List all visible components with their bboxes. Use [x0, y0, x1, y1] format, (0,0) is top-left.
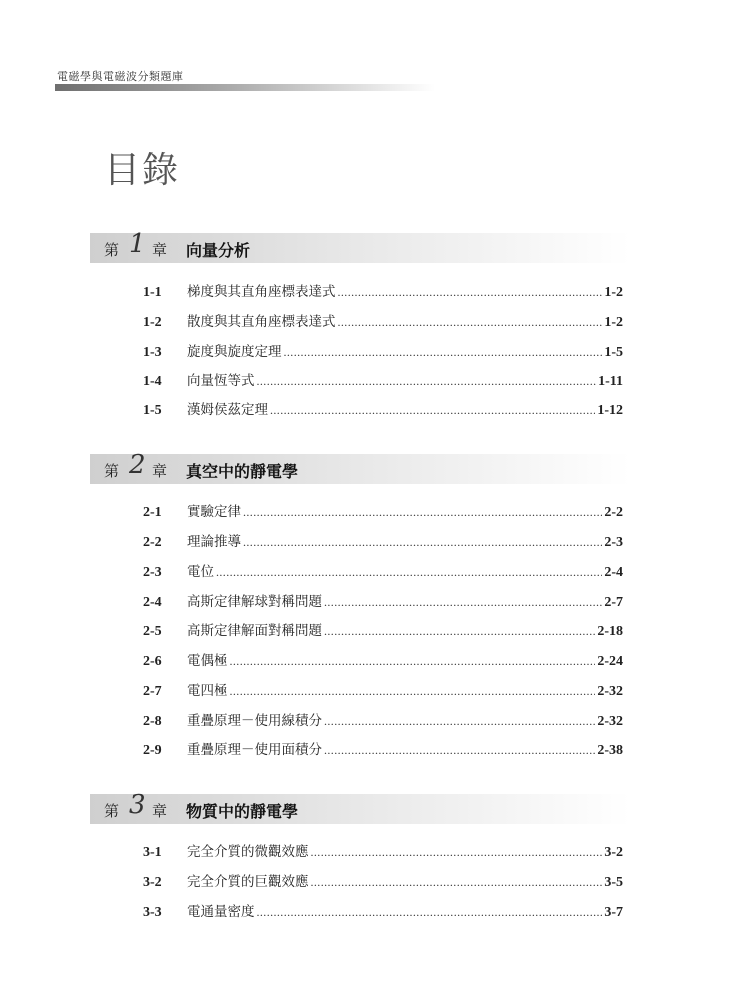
section-title: 電四極: [187, 683, 228, 699]
section-title: 向量恆等式: [187, 373, 255, 389]
dot-leader: [338, 285, 603, 300]
section-number: 3-1: [143, 845, 162, 860]
section-title: 漢姆侯茲定理: [187, 402, 268, 418]
section-page: 3-5: [604, 875, 623, 890]
page-title: 目錄: [104, 150, 181, 191]
section-page: 2-2: [604, 505, 623, 520]
dot-leader: [311, 845, 603, 860]
section-title: 電通量密度: [187, 904, 255, 920]
dot-leader: [257, 905, 603, 920]
section-page: 2-18: [597, 624, 623, 639]
section-number: 1-2: [143, 315, 162, 330]
toc-entry[interactable]: [143, 619, 623, 641]
toc-entry[interactable]: [143, 709, 623, 731]
chapter-band: [90, 233, 630, 263]
section-title: 重疊原理－使用線積分: [187, 713, 322, 729]
dot-leader: [324, 714, 595, 729]
section-number: 2-2: [143, 535, 162, 550]
section-title: 散度與其直角座標表達式: [187, 314, 336, 330]
section-page: 2-38: [597, 743, 623, 758]
toc-entry[interactable]: [143, 560, 623, 582]
dot-leader: [230, 684, 596, 699]
section-page: 1-2: [604, 315, 623, 330]
chapter-number: 2: [129, 450, 146, 480]
section-page: 1-11: [598, 374, 623, 389]
chapter-band: [90, 454, 630, 484]
dot-leader: [324, 595, 602, 610]
section-number: 3-2: [143, 875, 162, 890]
chapter-suffix: 章: [152, 462, 168, 480]
chapter-suffix: 章: [152, 241, 168, 259]
toc-entry[interactable]: [143, 280, 623, 302]
toc-entry[interactable]: [143, 840, 623, 862]
dot-leader: [284, 345, 603, 360]
section-title: 電偶極: [187, 653, 228, 669]
toc-entry[interactable]: [143, 590, 623, 612]
toc-entry[interactable]: [143, 870, 623, 892]
chapter-number: 3: [129, 790, 146, 820]
chapter-title: 物質中的靜電學: [186, 802, 299, 821]
dot-leader: [324, 624, 595, 639]
section-number: 1-3: [143, 345, 162, 360]
header-bar: [55, 84, 435, 91]
section-page: 2-7: [604, 595, 623, 610]
section-title: 實驗定律: [187, 504, 241, 520]
chapter-prefix: 第: [104, 802, 120, 820]
dot-leader: [311, 875, 603, 890]
dot-leader: [230, 654, 596, 669]
section-number: 2-6: [143, 654, 162, 669]
toc-entry[interactable]: [143, 738, 623, 760]
chapter-suffix: 章: [152, 802, 168, 820]
dot-leader: [270, 403, 595, 418]
section-number: 2-7: [143, 684, 162, 699]
section-title: 完全介質的巨觀效應: [187, 874, 309, 890]
toc-entry[interactable]: [143, 500, 623, 522]
chapter-title: 向量分析: [186, 241, 251, 260]
section-number: 1-5: [143, 403, 162, 418]
section-number: 2-4: [143, 595, 162, 610]
section-page: 1-12: [597, 403, 623, 418]
toc-entry[interactable]: [143, 369, 623, 391]
toc-entry[interactable]: [143, 649, 623, 671]
chapter-prefix: 第: [104, 241, 120, 259]
section-number: 1-4: [143, 374, 162, 389]
section-title: 理論推導: [187, 534, 241, 550]
section-page: 1-2: [604, 285, 623, 300]
toc-entry[interactable]: [143, 310, 623, 332]
dot-leader: [216, 565, 602, 580]
section-title: 旋度與旋度定理: [187, 344, 282, 360]
toc-entry[interactable]: [143, 679, 623, 701]
dot-leader: [243, 535, 602, 550]
toc-entry[interactable]: [143, 530, 623, 552]
section-number: 3-3: [143, 905, 162, 920]
chapter-title: 真空中的靜電學: [186, 462, 299, 481]
section-page: 2-3: [604, 535, 623, 550]
section-title: 完全介質的微觀效應: [187, 844, 309, 860]
section-title: 高斯定律解球對稱問題: [187, 594, 322, 610]
section-number: 1-1: [143, 285, 162, 300]
section-title: 電位: [187, 564, 214, 580]
section-page: 2-24: [597, 654, 623, 669]
section-number: 2-1: [143, 505, 162, 520]
dot-leader: [338, 315, 603, 330]
section-page: 2-4: [604, 565, 623, 580]
toc-entry[interactable]: [143, 900, 623, 922]
section-page: 1-5: [604, 345, 623, 360]
section-page: 3-7: [604, 905, 623, 920]
section-title: 高斯定律解面對稱問題: [187, 623, 322, 639]
section-number: 2-9: [143, 743, 162, 758]
section-title: 重疊原理－使用面積分: [187, 742, 322, 758]
running-header: 電磁學與電磁波分類題庫: [57, 70, 184, 83]
section-page: 2-32: [597, 684, 623, 699]
toc-entry[interactable]: [143, 398, 623, 420]
dot-leader: [257, 374, 597, 389]
dot-leader: [243, 505, 602, 520]
toc-entry[interactable]: [143, 340, 623, 362]
dot-leader: [324, 743, 595, 758]
chapter-number: 1: [129, 229, 146, 259]
chapter-prefix: 第: [104, 462, 120, 480]
section-page: 2-32: [597, 714, 623, 729]
section-title: 梯度與其直角座標表達式: [187, 284, 336, 300]
section-number: 2-5: [143, 624, 162, 639]
chapter-band: [90, 794, 630, 824]
section-number: 2-8: [143, 714, 162, 729]
section-page: 3-2: [604, 845, 623, 860]
section-number: 2-3: [143, 565, 162, 580]
